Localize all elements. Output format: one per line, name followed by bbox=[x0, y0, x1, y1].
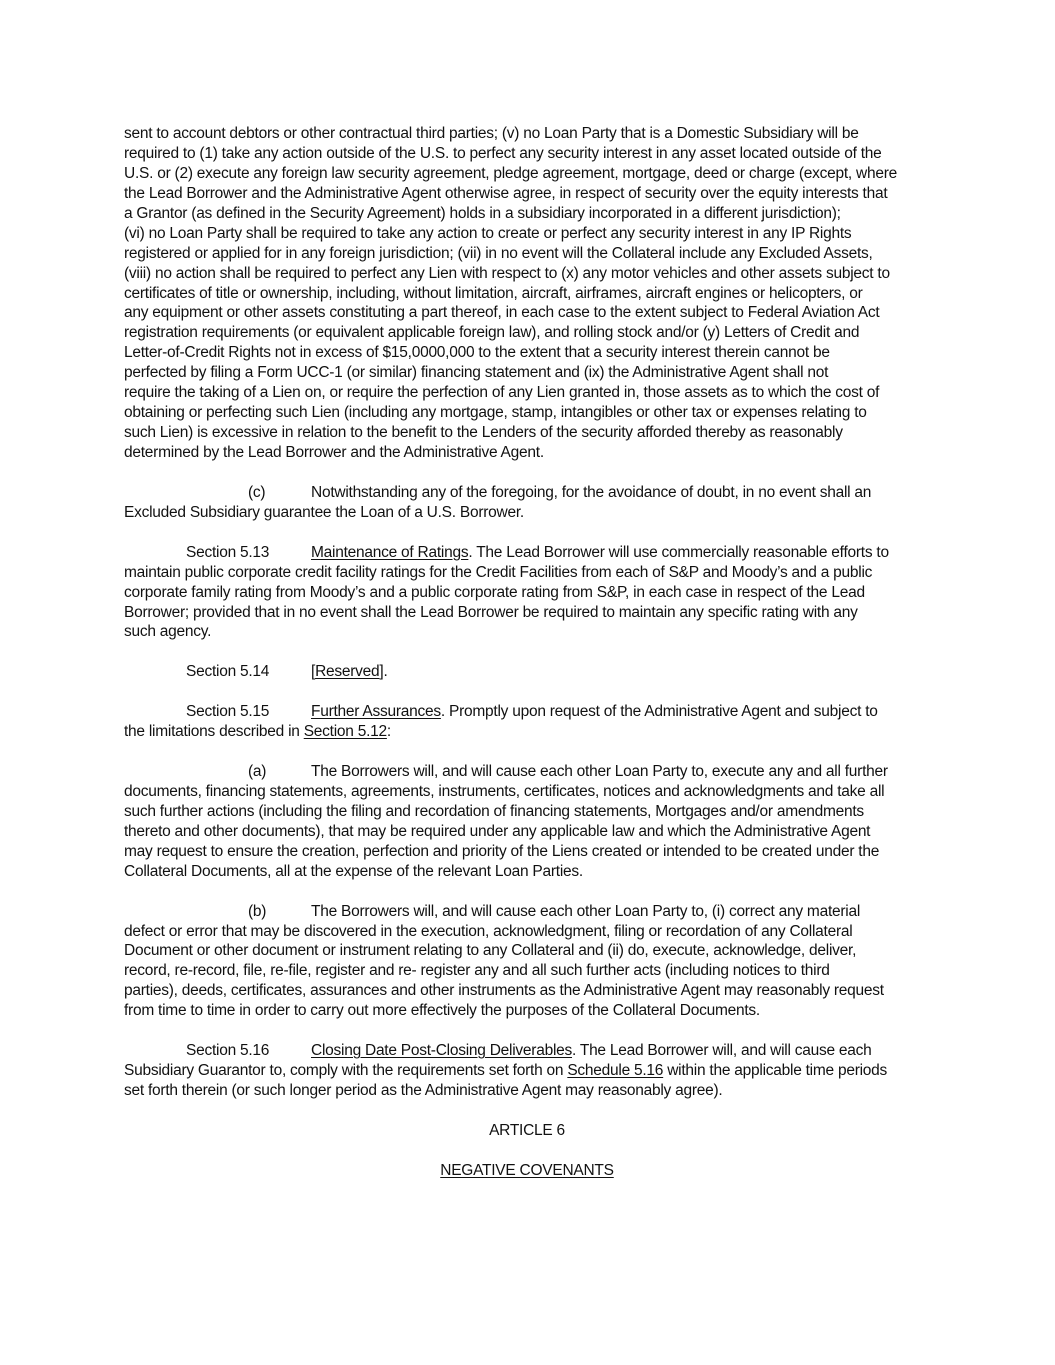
line-text: Collateral Documents, all at the expense of the relevant Loan Parties. bbox=[124, 862, 583, 880]
line-text: Subsidiary Guarantor to, comply with the requirements set forth on bbox=[124, 1062, 568, 1080]
text-line bbox=[124, 164, 944, 184]
text-line bbox=[124, 1041, 944, 1061]
text-line bbox=[124, 403, 944, 423]
section-5-14-paragraph bbox=[124, 662, 944, 682]
text-line bbox=[124, 264, 944, 284]
line-text: within the applicable time periods bbox=[663, 1062, 888, 1080]
line-text: (vi) no Loan Party shall be required to take any action to create or perfect any security interest in any IP Rights bbox=[124, 224, 852, 242]
text-line bbox=[124, 284, 944, 304]
line-text: . Promptly upon request of the Administrative Agent and subject to bbox=[440, 703, 878, 721]
text-line bbox=[124, 343, 944, 363]
underlined-heading: Further Assurances bbox=[311, 703, 441, 721]
line-text: corporate family rating from Moody’s and a public corporate rating from S&P, in each case in respect of the Lead bbox=[124, 583, 865, 601]
text-line bbox=[124, 862, 944, 882]
text-line bbox=[124, 722, 944, 742]
line-text: maintain public corporate credit facility ratings for the Credit Facilities from each of S&P and Moody’s and a public bbox=[124, 563, 873, 581]
underlined-heading: Section 5.12 bbox=[303, 723, 387, 741]
line-text: the limitations described in bbox=[124, 723, 304, 741]
text-line bbox=[124, 1081, 944, 1101]
text-line bbox=[124, 1001, 944, 1021]
text-line bbox=[124, 842, 944, 862]
article-number: ARTICLE 6 bbox=[489, 1121, 565, 1139]
text-line bbox=[124, 224, 944, 244]
line-text: set forth therein (or such longer period as the Administrative Agent may reasonably agree). bbox=[124, 1082, 723, 1099]
line-text: required to (1) take any action outside of the U.S. to perfect any security interest in any asset located outside of the bbox=[124, 144, 882, 162]
text-line bbox=[124, 543, 944, 563]
text-line bbox=[124, 144, 944, 164]
clause-label: (b) bbox=[248, 902, 267, 920]
text-line bbox=[124, 981, 944, 1001]
line-text: . The Lead Borrower will, and will cause each bbox=[572, 1042, 872, 1060]
clause-label: (a) bbox=[248, 763, 267, 780]
text-line bbox=[124, 902, 944, 922]
line-text: Notwithstanding any of the foregoing, for the avoidance of doubt, in no event shall an bbox=[311, 483, 872, 501]
section-number: Section 5.14 bbox=[186, 663, 270, 681]
text-line bbox=[124, 443, 944, 463]
text-line bbox=[124, 244, 944, 264]
line-text: Letter-of-Credit Rights not in excess of $15,0000,000 to the extent that a security interest therein cannot be bbox=[124, 344, 830, 362]
clause-label: (c) bbox=[248, 483, 266, 501]
line-text: require the taking of a Lien on, or require the perfection of any Lien granted in, those assets as to which the cost of bbox=[124, 384, 880, 402]
document-page bbox=[124, 124, 944, 1201]
line-text: a Grantor (as defined in the Security Agreement) holds in a subsidiary incorporated in a different jurisdiction); bbox=[124, 204, 841, 222]
section-number: Section 5.16 bbox=[186, 1042, 270, 1060]
line-text: documents, financing statements, agreements, instruments, certificates, notices and acknowledgments and take all bbox=[124, 782, 885, 800]
text-line bbox=[124, 662, 944, 682]
section-number: Section 5.15 bbox=[186, 703, 270, 721]
line-text: the Lead Borrower and the Administrative Agent otherwise agree, in respect of security over the equity interests that bbox=[124, 184, 888, 202]
text-line bbox=[124, 383, 944, 403]
underlined-heading: Reserved bbox=[315, 663, 380, 681]
text-line bbox=[124, 124, 944, 144]
text-line bbox=[124, 563, 944, 583]
line-text: such agency. bbox=[124, 623, 212, 641]
text-line bbox=[124, 822, 944, 842]
line-text: may request to ensure the creation, perfection and priority of the Liens created or intended to be created under the bbox=[124, 842, 880, 860]
line-text: sent to account debtors or other contractual third parties; (v) no Loan Party that is a Domestic Subsidiary will be bbox=[124, 125, 859, 142]
underlined-heading: Closing Date Post-Closing Deliverables bbox=[311, 1042, 573, 1060]
line-text: [ bbox=[311, 663, 316, 681]
line-text: The Borrowers will, and will cause each other Loan Party to, (i) correct any material bbox=[311, 902, 861, 920]
line-text: defect or error that may be discovered in the execution, acknowledgment, filing or recordation of any Collateral bbox=[124, 922, 853, 940]
line-text: ]. bbox=[379, 663, 388, 681]
line-text: certificates of title or ownership, including, without limitation, aircraft, airframes, aircraft engines or helicopters, or bbox=[124, 284, 863, 302]
text-line bbox=[124, 802, 944, 822]
text-line bbox=[124, 503, 944, 523]
line-text: Excluded Subsidiary guarantee the Loan of a U.S. Borrower. bbox=[124, 503, 524, 521]
text-line bbox=[124, 922, 944, 942]
text-line bbox=[124, 603, 944, 623]
clause-c-paragraph bbox=[124, 483, 944, 523]
text-line bbox=[124, 423, 944, 443]
section-number: Section 5.13 bbox=[186, 543, 270, 561]
collateral-exclusions-paragraph bbox=[124, 124, 944, 463]
text-line bbox=[124, 1061, 944, 1081]
section-5-16-paragraph bbox=[124, 1041, 944, 1101]
line-text: The Borrowers will, and will cause each other Loan Party to, execute any and all further bbox=[311, 763, 888, 780]
line-text: . The Lead Borrower will use commercially reasonable efforts to bbox=[468, 543, 889, 561]
text-line bbox=[124, 961, 944, 981]
line-text: determined by the Lead Borrower and the Administrative Agent. bbox=[124, 444, 544, 461]
text-line bbox=[124, 303, 944, 323]
document-body bbox=[124, 124, 944, 1101]
line-text: Borrower; provided that in no event shall the Lead Borrower be required to maintain any specific rating with any bbox=[124, 603, 858, 621]
line-text: obtaining or perfecting such Lien (including any mortgage, stamp, intangibles or other tax or expenses relating to bbox=[124, 404, 867, 422]
line-text: Document or other document or instrument relating to any Collateral and (ii) do, execute, acknowledge, deliver, bbox=[124, 942, 857, 960]
line-text: such further actions (including the filing and recordation of financing statements, Mortgages and/or amendments bbox=[124, 802, 864, 820]
text-line bbox=[124, 204, 944, 224]
text-line bbox=[124, 483, 944, 503]
line-text: from time to time in order to carry out more effectively the purposes of the Collateral Documents. bbox=[124, 1002, 760, 1020]
text-line bbox=[124, 762, 944, 782]
clause-b-paragraph bbox=[124, 902, 944, 1022]
line-text: : bbox=[386, 723, 391, 741]
line-text: thereto and other documents), that may be required under any applicable law and which the Administrative Agent bbox=[124, 822, 871, 840]
underlined-heading: Schedule 5.16 bbox=[567, 1062, 664, 1080]
text-line bbox=[124, 622, 944, 642]
text-line bbox=[124, 323, 944, 343]
article-title: NEGATIVE COVENANTS bbox=[440, 1161, 614, 1179]
text-line bbox=[124, 782, 944, 802]
line-text: record, re-record, file, re-file, register and re- register any and all such further acts (including notices to third bbox=[124, 962, 830, 980]
line-text: registration requirements (or equivalent applicable foreign law), and rolling stock and/or (y) Letters of Credit and bbox=[124, 324, 860, 342]
text-line bbox=[124, 184, 944, 204]
line-text: registered or applied for in any foreign jurisdiction; (vii) in no event will the Collateral include any Excluded Assets, bbox=[124, 244, 873, 262]
line-text: perfected by filing a Form UCC-1 (or similar) financing statement and (ix) the Administrative Agent shall not bbox=[124, 364, 829, 382]
line-text: such Lien) is excessive in relation to the benefit to the Lenders of the security afforded thereby as reasonably bbox=[124, 424, 843, 442]
line-text: (viii) no action shall be required to perfect any Lien with respect to (x) any motor vehicles and other assets subject to bbox=[124, 264, 890, 282]
text-line bbox=[124, 363, 944, 383]
section-5-15-paragraph bbox=[124, 702, 944, 742]
underlined-heading: Maintenance of Ratings bbox=[311, 543, 469, 561]
text-line bbox=[124, 941, 944, 961]
line-text: U.S. or (2) execute any foreign law security agreement, pledge agreement, mortgage, deed or charge (except, where bbox=[124, 164, 898, 182]
line-text: parties), deeds, certificates, assurances and other instruments as the Administrative Agent may reasonably request bbox=[124, 982, 884, 1000]
text-line bbox=[124, 702, 944, 722]
line-text: any equipment or other assets constituting a part thereof, in each case to the extent subject to Federal Aviation Act bbox=[124, 304, 880, 322]
clause-a-paragraph bbox=[124, 762, 944, 882]
section-5-13-paragraph bbox=[124, 543, 944, 643]
text-line bbox=[124, 583, 944, 603]
